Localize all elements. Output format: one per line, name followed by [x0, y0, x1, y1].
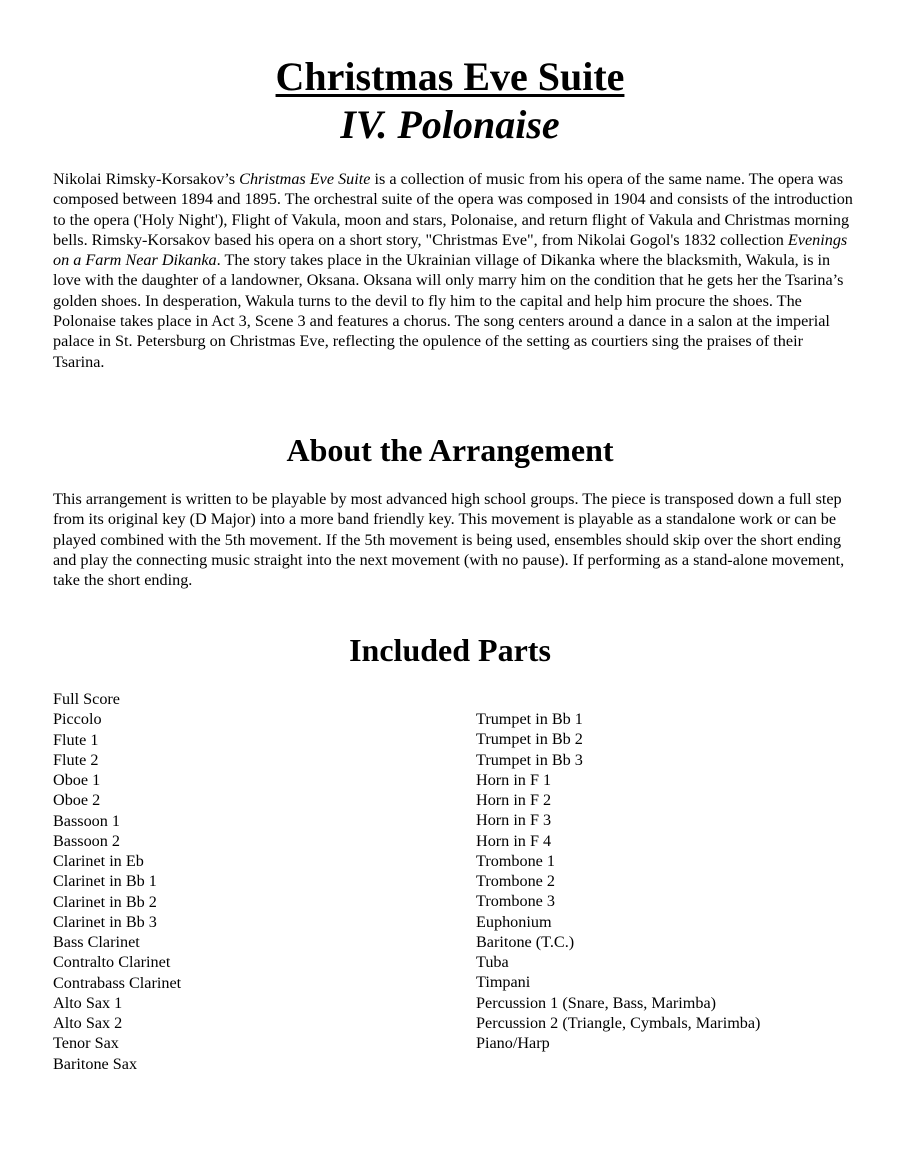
part-item: Trumpet in Bb 2 [476, 730, 583, 749]
part-item: Baritone Sax [53, 1054, 138, 1073]
part-item: Percussion 1 (Snare, Bass, Marimba) [476, 993, 717, 1012]
part-item: Trumpet in Bb 3 [476, 750, 583, 769]
intro-text-2: is a collection of music from his opera of the same name. The opera was composed between 1894 and 1895. The orchestral suite of the opera was composed in 1904 and consists of the introduction to the opera ('Holy Night'), Flight of Vakula, moon and stars, Polonaise, and return flight of Vakula and Christmas morning bells. Rimsky-Korsakov based his opera on a short story, "Christmas Eve", from Nikolai Gogol's 1832 collection [53, 170, 853, 249]
part-item: Clarinet in Bb 2 [53, 892, 157, 911]
part-item: Clarinet in Bb 3 [53, 912, 157, 931]
part-item: Bassoon 2 [53, 831, 121, 850]
intro-collection-title: Evenings on a Farm Near Dikanka [53, 230, 848, 270]
part-item: Trombone 1 [476, 851, 556, 870]
arrangement-paragraph: This arrangement is written to be playable by most advanced high school groups. The piece is transposed down a full step from its original key (D Major) into a more band friendly key. This movement is playable as a standalone work or can be played combined with the 5th movement. If the 5th movement is being used, ensembles should skip over the short ending and play the connecting music straight into the next movement (with no pause). If performing as a stand-alone movement, take the short ending. [53, 490, 845, 590]
intro-paragraph [53, 169, 853, 372]
part-item: Euphonium [476, 912, 552, 931]
part-item: Oboe 2 [53, 791, 101, 810]
part-item: Bassoon 1 [53, 811, 121, 830]
part-item: Tuba [476, 953, 509, 971]
intro-suite-title: Christmas Eve Suite [239, 170, 371, 188]
parts-heading: Included Parts [349, 632, 551, 668]
intro-text-1: Nikolai Rimsky-Korsakov’s [53, 170, 240, 188]
arrangement-heading: About the Arrangement [286, 432, 614, 468]
part-item: Bass Clarinet [53, 933, 140, 951]
part-item: Timpani [476, 973, 531, 992]
part-item: Baritone (T.C.) [476, 932, 575, 951]
part-item: Contralto Clarinet [53, 953, 171, 972]
part-item: Piccolo [53, 710, 102, 729]
part-item: Flute 2 [53, 750, 99, 769]
parts-list-right [476, 709, 760, 1053]
part-item: Oboe 1 [53, 771, 101, 789]
part-item: Horn in F 2 [476, 791, 552, 809]
part-item: Full Score [53, 690, 120, 708]
part-item: Horn in F 4 [476, 831, 552, 850]
parts-list-left [53, 689, 181, 1074]
part-item: Horn in F 1 [476, 770, 552, 789]
part-item: Clarinet in Eb [53, 852, 144, 870]
part-item: Horn in F 3 [476, 811, 552, 830]
part-item: Piano/Harp [476, 1034, 550, 1052]
part-item: Flute 1 [53, 730, 99, 749]
part-item: Percussion 2 (Triangle, Cymbals, Marimba) [476, 1013, 761, 1032]
part-item: Tenor Sax [53, 1034, 119, 1053]
document-title: Christmas Eve Suite [275, 54, 625, 99]
part-item: Alto Sax 2 [53, 1014, 123, 1032]
part-item: Alto Sax 1 [53, 993, 123, 1012]
intro-text-3: . The story takes place in the Ukrainian village of Dikanka where the blacksmith, Wakula, is in love with the daughter of a landowner, Oksana. Oksana will only marry him on the condition that he gets her the Tsarina’s golden shoes. In desperation, Wakula turns to the devil to fly him to the capital and help him procure the shoes. The Polonaise takes place in Act 3, Scene 3 and features a chorus. The song centers around a dance in a salon at the imperial palace in St. Petersburg on Christmas Eve, reflecting the opulence of the setting as courtiers sing the praises of their Tsarina. [53, 251, 844, 371]
movement-subtitle: IV. Polonaise [340, 102, 560, 147]
part-item: Trombone 3 [476, 892, 556, 911]
part-item: Clarinet in Bb 1 [53, 872, 157, 891]
part-item: Trumpet in Bb 1 [476, 710, 583, 728]
part-item: Contrabass Clarinet [53, 973, 182, 992]
part-item: Trombone 2 [476, 872, 556, 890]
